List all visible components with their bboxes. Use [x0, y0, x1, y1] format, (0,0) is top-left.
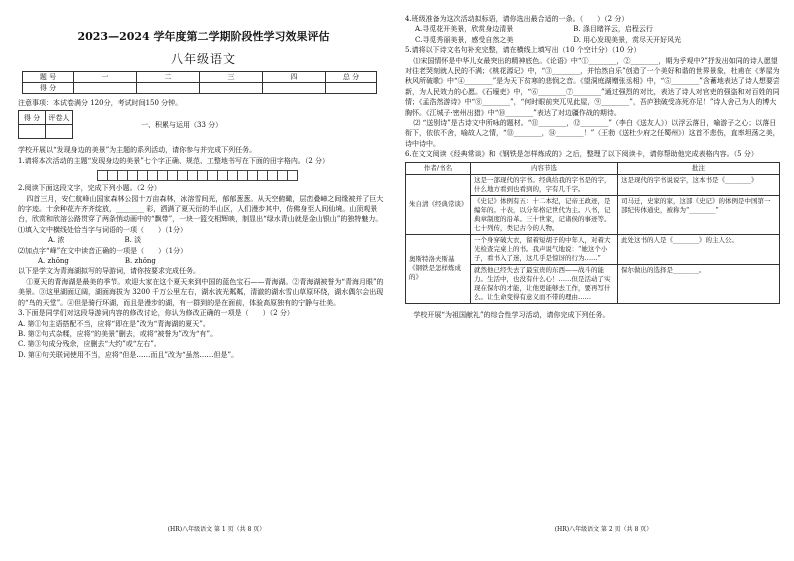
grader-cell[interactable] [46, 125, 73, 139]
option-d: D. 用心发现美景，赏尽天开好风光 [573, 35, 682, 44]
score-header: 总 分 [326, 72, 377, 83]
book-cell: 朱自清《经典常谈》 [406, 174, 471, 234]
question-2-2: ⑵加点字“峰”在文中读音正确的一项是（ ）（1分） [18, 246, 188, 255]
page-footer: (HR)八年级语文 第 1 页（共 8 页） [167, 526, 266, 533]
option-a: A. 浓 [48, 236, 65, 245]
exam-notice: 注意事项：本试卷满分 120分，考试时间150 分钟。 [18, 99, 183, 107]
exam-subject: 八年级语文 [170, 52, 236, 66]
option-c: C. 第③句成分残余，应删去“大约”或“左右”。 [18, 340, 161, 349]
question-6: 6.在文文阅读《经典常谈》和《钢铁是怎样炼成的》之后，整理了以下阅读卡，请你帮助他完成表格内容。（5 分） [405, 150, 758, 159]
grader-score-label: 得 分 [19, 111, 46, 125]
score-cell[interactable] [263, 83, 326, 94]
score-cell[interactable] [137, 83, 200, 94]
note-cell[interactable]: 司马迁，史家的家，这部《史记》的体例是中国第一部纪传体通史，被称为“________” [618, 195, 780, 234]
passage-1: 四首三月，安仁航峰山国家森林公园十万亩森林，冰溶雪间光，郁郁葱葱。从天空俯瞰，层峦叠嶂之间缘被并了巨大的字迹。十余种花卉齐齐绽放，________ 彩，洒满了夏天衍的半山区，人们漫步其中，仿佛身至人间仙境。山顶观景台，欣赏和欣溶公路贯穿了两条悄动画中的“飘带”，一块一篮交相辉映，制显出“绿水青山就是金山银山”的独特魅力。 [18, 194, 384, 224]
question-3-intro: 以下是学文为青海湖拟写的导游词，请你按要求完成任务。 [18, 267, 200, 276]
option-d: D. 第④句关联词使用不当，应将“但是……而且”改为“虽然……但是”。 [18, 350, 239, 359]
score-header: 三 [200, 72, 263, 83]
excerpt-cell: 《史记》体例有五：十二本纪，记帝王政迹，是编年的。十表，以分年格记世代为主。八书，记典章制度的沿革。三十世家，记诸侯的事迹等。七十列传，类记古今的人物。 [471, 195, 618, 234]
score-table [22, 71, 377, 94]
reading-card-table [405, 162, 780, 304]
grid-cell [287, 170, 298, 181]
option-b: B. 淡 [124, 236, 142, 245]
excerpt-cell: 就然他已经失去了最宝贵的东西——战斗的能力。生活中，也没有什么心！……但是活动了实现在保尔的才能，让他更能够去工作，要再写什么。让生命变得有意义而不带的理由…… [471, 264, 618, 303]
question-3: 3.下面是同学们对这段导游词内容的修改讨论，你认为修改正确的一项是（ ）（2 分） [18, 309, 294, 318]
right-page [397, 0, 794, 561]
question-4: 4.班级准备为这次活动拟标语，请你选出最合适的一条。（ ）（2 分） [405, 15, 629, 23]
grader-label: 评卷人 [46, 111, 73, 125]
score-row-label: 得 分 [23, 83, 74, 94]
score-cell[interactable] [200, 83, 263, 94]
question-5: 5.请将以下诗文名句补充完整，请在横线上填写出（10 个空计分）（10 分） [405, 46, 641, 55]
question-2-1: ⑴填入文中横线处恰当字与词语的一项（ ）（1分） [18, 225, 187, 234]
option-a: A. zhōng [38, 257, 69, 266]
score-header: 二 [137, 72, 200, 83]
question-5-1: ⑴宋国情怀是中华儿女最突出的精神底色。《论语》中“①________，②________，期为乎观中?”抒发出如同的诗人愿望对往老哭刻就人民的不满；《桃花源记》中，“③________，并怡然自乐”创造了一个美好和谐的世界景象，杜甫在《茅屋为秋风所破歌》中“④________”是为天下贫寒的悲悯之音。《望洞庭湖赠张丞相》中，“⑤________”含蓄地表达了诗人想要尝新，为人民效力的心愿。《石壕吏》中，“⑥________⑦________”通过强烈的对比，表达了诗人对官吏的强盗和对百姓的同情；《孟浩然游诗》中“⑧________”，“何时眼前突兀见此屋，⑨________”，吾庐独破受冻死亦足！”诗人舍己为人的博大胸怀。《江城子·密州出猎》中“⑩________”表达了对边疆作战的期待。 [405, 56, 780, 117]
score-header: 一 [74, 72, 137, 83]
grader-cell[interactable] [19, 125, 46, 139]
score-header: 四 [263, 72, 326, 83]
score-cell[interactable] [74, 83, 137, 94]
excerpt-cell: 一个身穿破大衣，留着短胡子的中年人，对着大光检查完桌上的书。我声说气地说：“她这个小子，看书入了迷，这几乎是惊讶的行为……” [471, 234, 618, 264]
option-c: C.寻觅秀丽美景，感受自然之美 [415, 35, 514, 44]
excerpt-cell: 这是一部现代的字书。经典给我的字书是的字，什么地方看到也看到的，字有几千字。 [471, 174, 618, 195]
table-row [406, 174, 780, 195]
score-cell[interactable] [326, 83, 377, 94]
option-b: B. 第②句式杂糅，应将“的美景”删去，或将“被誉为”改为“有”。 [18, 329, 218, 338]
option-b: B. zhǒng [124, 257, 156, 266]
page-footer: (HR)八年级语文 第 2 页（共 8 页） [554, 526, 653, 533]
option-b: B. 涤目睹祥云，启程云行 [573, 25, 653, 34]
note-cell[interactable]: 此处这书的人是《________》的主人公。 [618, 234, 780, 264]
writing-grid[interactable] [98, 170, 389, 181]
note-cell[interactable]: 保尔做出的选择是________。 [618, 264, 780, 303]
grader-table [18, 110, 73, 139]
section-heading: 一、积累与运用（33 分） [141, 121, 223, 130]
book-cell: 奥斯特洛夫斯基《钢铁是怎样炼成的》 [406, 234, 471, 303]
note-cell[interactable]: 这是现代的字书说说字，这本书是《________》 [618, 174, 780, 195]
question-2-intro: 2.阅读下面这段文字，完成下列小题。（2 分） [18, 184, 161, 193]
table-header: 内容节选 [471, 162, 618, 174]
table-row [406, 234, 780, 264]
passage-2: ①夏天的青海湖是最美的季节。欢迎大家在这个夏天来到中国的蓝色宝石——青海湖。②青海湖被誉为“青海月眼”的美景。③这里湖面辽阔，湖面海拔为 3200 千万公里左右，湖水波光粼粼，清澈的湖水雪山草原环绕，湖水偶尔会出现的“鸟的天堂”。④但是骑行环湖，而且是漫步的湖，有一群到的是在面前，体验高原独有的宁静与壮美。 [18, 277, 384, 307]
table-header: 批注 [618, 162, 780, 174]
activity-intro: 学校开展以“发现身边的美景”为主题的系列活动，请你参与并完成下列任务。 [18, 146, 257, 155]
table-header: 作者/书名 [406, 162, 471, 174]
exam-title: 2023—2024 学年度第二学期阶段性学习效果评估 [77, 30, 330, 43]
option-a: A. 第①句主语搭配不当，应将“即在是”改为“青海湖的夏天”。 [18, 319, 210, 328]
closing-activity: 学校开展“为祖国献礼”的综合性学习活动，请你完成下列任务。 [413, 310, 610, 319]
option-a: A.寻觅花开美景，欣赏身边清景 [415, 25, 514, 34]
score-header: 题 号 [23, 72, 74, 83]
question-5-2: ⑵ “送别诗”是古诗文中所咏的题材。“⑪________，⑫________”（李白《送友人》）以浮云落日，喻游子之心；以落日衔下，依依不舍，喻故人之情，“⑬________，⑭________！”（王勃《送杜少府之任蜀州》）这首不悲伤，直率坦荡之美，诗中诗中。 [405, 119, 780, 148]
question-1: 1.请将本次活动的主题“发现身边的美景”七个字正确、规范、工整地书写在下面的田字格内。（2 分） [18, 156, 330, 165]
